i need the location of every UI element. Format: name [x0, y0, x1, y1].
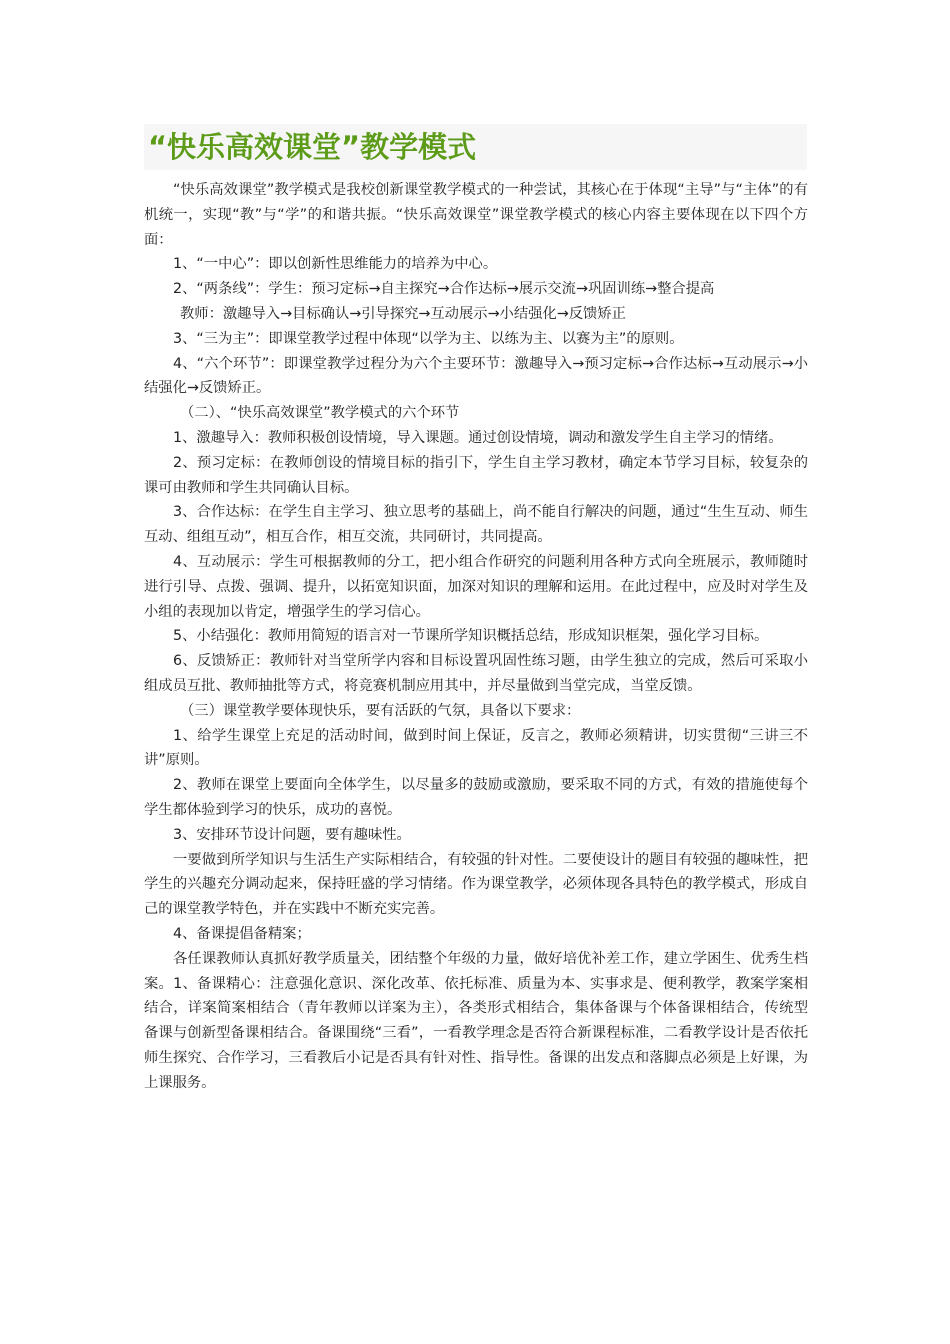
paragraph-requirement-1: 1、给学生课堂上充足的活动时间，做到时间上保证，反言之，教师必须精讲，切实贯彻“三讲三不讲”原则。 [144, 727, 808, 769]
paragraph-teacher-line: 教师：激趣导入→目标确认→引导探究→互动展示→小结强化→反馈矫正 [180, 305, 626, 322]
document-title: “快乐高效课堂”教学模式 [148, 130, 477, 164]
paragraph-requirement-3: 3、安排环节设计问题，要有趣味性。 [173, 826, 411, 843]
paragraph-requirement-4: 4、备课提倡备精案； [173, 925, 311, 942]
document-body [144, 178, 808, 1095]
paragraph-intro: “快乐高效课堂”教学模式是我校创新课堂教学模式的一种尝试，其核心在于体现“主导”与“主体”的有机统一，实现“教”与“学”的和谐共振。“快乐高效课堂”课堂教学模式的核心内容主要体现在以下四个方面： [144, 182, 808, 248]
paragraph-step-5: 5、小结强化：教师用简短的语言对一节课所学知识概括总结，形成知识框架，强化学习目标。 [173, 628, 769, 645]
paragraph-step-1: 1、激趣导入：教师积极创设情境，导入课题。通过创设情境，调动和激发学生自主学习的情绪。 [173, 429, 783, 446]
paragraph-one-center: 1、“一中心”：即以创新性思维能力的培养为中心。 [173, 256, 498, 273]
paragraph-step-3: 3、合作达标：在学生自主学习、独立思考的基础上，尚不能自行解决的问题，通过“生生互动、师生互动、组组互动”，相互合作，相互交流，共同研讨，共同提高。 [144, 504, 808, 546]
paragraph-step-6: 6、反馈矫正：教师针对当堂所学内容和目标设置巩固性练习题，由学生独立的完成，然后可采取小组成员互批、教师抽批等方式，将竞赛机制应用其中，并尽量做到当堂完成，当堂反馈。 [144, 653, 808, 694]
paragraph-step-4: 4、互动展示：学生可根据教师的分工，把小组合作研究的问题利用各种方式向全班展示，教师随时进行引导、点拨、强调、提升，以拓宽知识面，加深对知识的理解和运用。在此过程中，应及时对学生及小组的表现加以肯定，增强学生的学习信心。 [144, 553, 808, 620]
paragraph-requirement-3-detail: 一要做到所学知识与生活生产实际相结合，有较强的针对性。二要使设计的题目有较强的趣味性，把学生的兴趣充分调动起来，保持旺盛的学习情绪。作为课堂教学，必须体现各具特色的教学模式，形成自己的课堂教学特色，并在实践中不断充实完善。 [144, 851, 808, 918]
paragraph-two-lines: 2、“两条线”：学生：预习定标→自主探究→合作达标→展示交流→巩固训练→整合提高 [173, 281, 715, 298]
paragraph-step-2: 2、预习定标：在教师创设的情境目标的指引下，学生自主学习教材，确定本节学习目标，较复杂的课可由教师和学生共同确认目标。 [144, 454, 808, 496]
paragraph-requirement-4-detail: 各任课教师认真抓好教学质量关，团结整个年级的力量，做好培优补差工作，建立学困生、优秀生档案。1、备课精心：注意强化意识、深化改革、依托标准、质量为本、实事求是、便利教学，教案学案相结合，详案简案相结合（青年教师以详案为主），各类形式相结合，集体备课与个体备课相结合，传统型备课与创新型备课相结合。备课围绕“三看”，一看教学理念是否符合新课程标准，二看教学设计是否依托师生探究、合作学习，三看教后小记是否具有针对性、指导性。备课的出发点和落脚点必须是上好课，为上课服务。 [144, 950, 808, 1091]
section-heading-three: （三）课堂教学要体现快乐，要有活跃的气氛，具备以下要求： [180, 702, 581, 719]
section-heading-two: （二）、“快乐高效课堂”教学模式的六个环节 [180, 405, 460, 422]
paragraph-three-main: 3、“三为主”：即课堂教学过程中体现“以学为主、以练为主、以赛为主”的原则。 [173, 330, 684, 347]
paragraph-six-steps: 4、“六个环节”：即课堂教学过程分为六个主要环节：激趣导入→预习定标→合作达标→互动展示→小结强化→反馈矫正。 [144, 355, 808, 397]
paragraph-requirement-2: 2、教师在课堂上要面向全体学生，以尽量多的鼓励或激励，要采取不同的方式，有效的措施使每个学生都体验到学习的快乐，成功的喜悦。 [144, 777, 808, 818]
